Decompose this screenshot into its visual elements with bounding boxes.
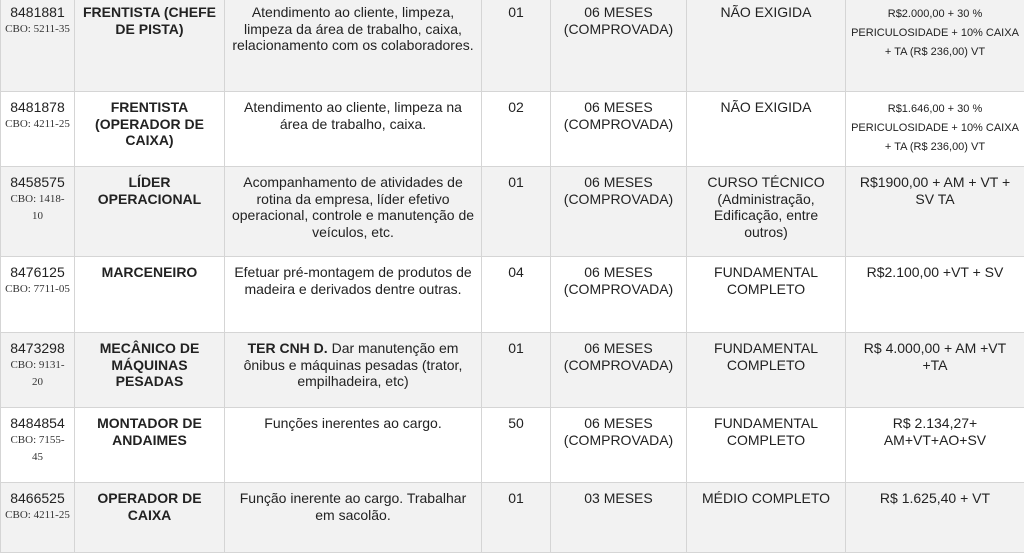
job-description-cell <box>225 257 482 333</box>
vacancies-cell <box>482 408 551 483</box>
salary-benefits: R$2.100,00 +VT + SV <box>866 264 1004 280</box>
job-title: MONTADOR DE ANDAIMES <box>97 415 202 448</box>
experience-required: 06 MESES (COMPROVADA) <box>563 174 674 207</box>
job-description-cell <box>225 167 482 257</box>
vacancies-count: 50 <box>508 415 524 431</box>
job-title: FRENTISTA (OPERADOR DE CAIXA) <box>95 99 204 148</box>
education-cell <box>687 483 846 553</box>
job-title-cell <box>75 257 225 333</box>
vacancies-count: 01 <box>508 174 524 190</box>
experience-required: 06 MESES (COMPROVADA) <box>563 99 674 132</box>
description-requirement: TER CNH D. <box>247 340 328 356</box>
experience-required: 03 MESES <box>584 490 653 506</box>
job-description-cell <box>225 92 482 167</box>
education-required: CURSO TÉCNICO (Administração, Edificação, entre outros) <box>707 174 825 240</box>
vacancies-count: 01 <box>508 490 524 506</box>
cbo-code: CBO: 5211-35 <box>5 22 70 35</box>
salary-cell <box>846 333 1024 408</box>
cbo-code: CBO: 4211-25 <box>5 117 70 130</box>
education-required: FUNDAMENTAL COMPLETO <box>714 264 818 297</box>
table-row <box>1 167 1024 257</box>
experience-cell <box>551 333 687 408</box>
table-row <box>1 257 1024 333</box>
job-title-cell <box>75 333 225 408</box>
job-description: Atendimento ao cliente, limpeza na área de trabalho, caixa. <box>244 99 462 132</box>
experience-required: 06 MESES (COMPROVADA) <box>563 264 674 297</box>
job-listings-body <box>1 0 1024 553</box>
job-code: 8458575 <box>10 174 65 190</box>
job-code: 8481881 <box>10 4 65 20</box>
experience-cell <box>551 92 687 167</box>
table-row <box>1 408 1024 483</box>
education-cell <box>687 0 846 92</box>
job-title-cell <box>75 408 225 483</box>
table-row <box>1 483 1024 553</box>
salary-cell <box>846 0 1024 92</box>
education-required: MÉDIO COMPLETO <box>701 490 831 506</box>
salary-cell <box>846 483 1024 553</box>
vacancies-cell <box>482 0 551 92</box>
experience-cell <box>551 408 687 483</box>
education-cell <box>687 333 846 408</box>
job-code-cell <box>1 0 75 92</box>
salary-benefits: R$ 4.000,00 + AM +VT +TA <box>863 340 1007 373</box>
education-required: NÃO EXIGIDA <box>720 99 812 115</box>
job-title: LÍDER OPERACIONAL <box>97 174 202 207</box>
job-title: MECÂNICO DE MÁQUINAS PESADAS <box>99 340 200 389</box>
job-title: MARCENEIRO <box>101 264 198 280</box>
salary-benefits: R$1900,00 + AM + VT + SV TA <box>859 174 1011 207</box>
job-description: Função inerente ao cargo. Trabalhar em sacolão. <box>239 490 467 523</box>
cbo-code: CBO: 9131-20 <box>10 358 65 388</box>
vacancies-count: 02 <box>508 99 524 115</box>
job-description: Efetuar pré-montagem de produtos de madeira e derivados dentre outras. <box>234 264 472 297</box>
job-description: Atendimento ao cliente, limpeza, limpeza da área de trabalho, caixa, relacionamento com os colaboradores. <box>232 4 474 53</box>
job-code-cell <box>1 483 75 553</box>
table-row <box>1 333 1024 408</box>
cbo-code: CBO: 7711-05 <box>5 282 70 295</box>
table-row <box>1 92 1024 167</box>
vacancies-count: 01 <box>508 4 524 20</box>
job-title-cell <box>75 0 225 92</box>
job-code: 8476125 <box>10 264 65 280</box>
job-code-cell <box>1 333 75 408</box>
education-required: FUNDAMENTAL COMPLETO <box>714 415 818 448</box>
experience-cell <box>551 257 687 333</box>
vacancies-cell <box>482 333 551 408</box>
job-code: 8466525 <box>10 490 65 506</box>
job-description-cell <box>225 333 482 408</box>
experience-cell <box>551 0 687 92</box>
experience-required: 06 MESES (COMPROVADA) <box>563 415 674 448</box>
salary-benefits: R$ 1.625,40 + VT <box>879 490 991 506</box>
salary-cell <box>846 92 1024 167</box>
vacancies-cell <box>482 483 551 553</box>
salary-cell <box>846 167 1024 257</box>
education-cell <box>687 408 846 483</box>
vacancies-count: 04 <box>508 264 524 280</box>
job-title: OPERADOR DE CAIXA <box>97 490 202 523</box>
education-required: NÃO EXIGIDA <box>720 4 812 20</box>
job-code-cell <box>1 408 75 483</box>
education-required: FUNDAMENTAL COMPLETO <box>714 340 818 373</box>
experience-cell <box>551 483 687 553</box>
salary-cell <box>846 257 1024 333</box>
job-code: 8484854 <box>10 415 65 431</box>
vacancies-cell <box>482 92 551 167</box>
education-cell <box>687 167 846 257</box>
job-code: 8473298 <box>10 340 65 356</box>
cbo-code: CBO: 4211-25 <box>5 508 70 521</box>
job-description-cell <box>225 0 482 92</box>
experience-cell <box>551 167 687 257</box>
job-title-cell <box>75 92 225 167</box>
experience-required: 06 MESES (COMPROVADA) <box>563 340 674 373</box>
job-code-cell <box>1 92 75 167</box>
job-code-cell <box>1 167 75 257</box>
job-title: FRENTISTA (CHEFE DE PISTA) <box>83 4 216 37</box>
experience-required: 06 MESES (COMPROVADA) <box>563 4 674 37</box>
education-cell <box>687 92 846 167</box>
cbo-code: CBO: 1418-10 <box>10 192 65 222</box>
vacancies-cell <box>482 257 551 333</box>
job-description-cell <box>225 483 482 553</box>
job-code: 8481878 <box>10 99 65 115</box>
vacancies-cell <box>482 167 551 257</box>
job-title-cell <box>75 483 225 553</box>
salary-cell <box>846 408 1024 483</box>
table-row <box>1 0 1024 92</box>
job-description: Acompanhamento de atividades de rotina da empresa, líder efetivo operacional, controle e manutenção de veículos, etc. <box>231 174 475 240</box>
job-description-cell <box>225 408 482 483</box>
vacancies-count: 01 <box>508 340 524 356</box>
cbo-code: CBO: 7155-45 <box>10 433 65 463</box>
education-cell <box>687 257 846 333</box>
salary-benefits: R$2.000,00 + 30 % PERICULOSIDADE + 10% CAIXA + TA (R$ 236,00) VT <box>851 8 1019 58</box>
salary-benefits: R$ 2.134,27+ AM+VT+AO+SV <box>883 415 987 448</box>
job-description: Funções inerentes ao cargo. <box>264 415 442 431</box>
job-title-cell <box>75 167 225 257</box>
job-code-cell <box>1 257 75 333</box>
salary-benefits: R$1.646,00 + 30 % PERICULOSIDADE + 10% CAIXA + TA (R$ 236,00) VT <box>851 103 1019 153</box>
job-description: Dar manutenção em ônibus e máquinas pesadas (trator, empilhadeira, etc) <box>243 340 463 389</box>
